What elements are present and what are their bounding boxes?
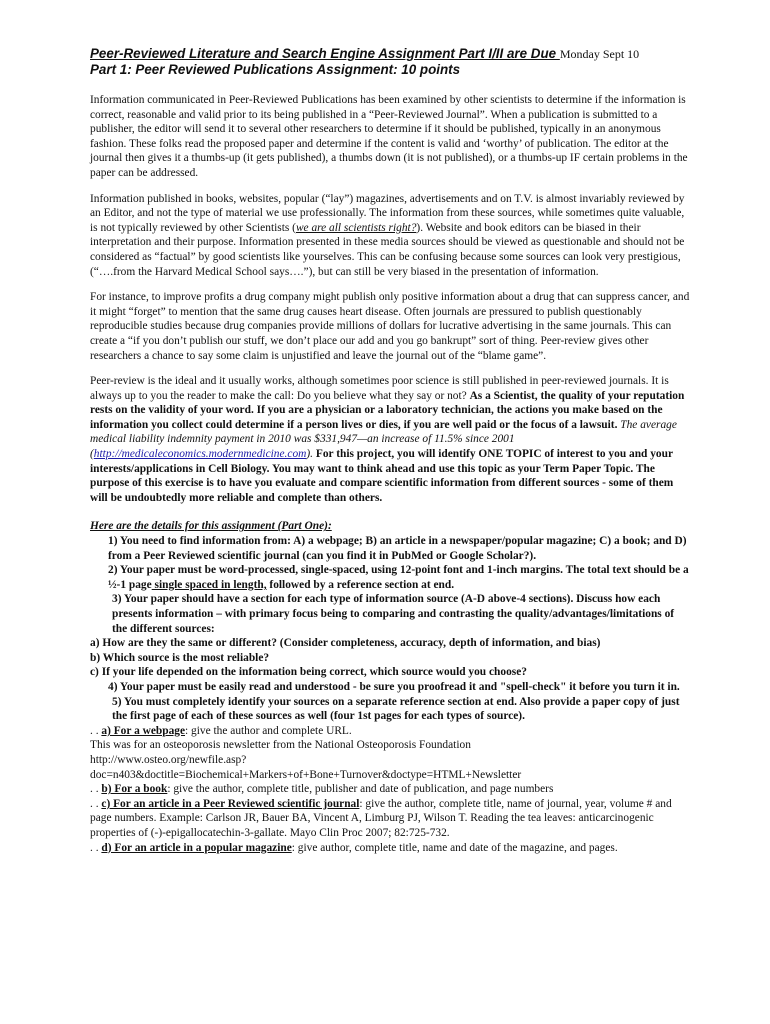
example-url-line-2: doc=n403&doctitle=Biochemical+Markers+of+Bone+Turnover&doctype=HTML+Newsletter — [90, 768, 522, 781]
reference-webpage: . . a) For a webpage: give the author and complete URL. — [90, 724, 352, 737]
assignment-title: Peer-Reviewed Literature and Search Engine Assignment Part I/II are Due — [90, 46, 560, 61]
question-c: c) If your life depended on the information being correct, which source would you choose? — [90, 666, 527, 679]
reference-webpage-label: a) For a webpage — [101, 724, 186, 737]
para4-text: Peer-review is the ideal and it usually works, although sometimes poor science is still published in peer-reviewed journals. It is always up to you the reader to make the call: Do you believe what they say or not? — [90, 375, 669, 402]
details-item-4: 4) Your paper must be easily read and understood - be sure you proofread it and "spell-check" it before you turn it in. — [108, 680, 680, 693]
reference-webpage-example: This was for an osteoporosis newsletter from the National Osteoporosis Foundation http://www.osteo.org/newfile.asp? doc=n403&doctitle=Biochemical+Markers+of+Bone+Turnover&doctype=HTML+Newsletter — [90, 738, 690, 782]
example-url-line-1: http://www.osteo.org/newfile.asp? — [90, 753, 247, 766]
details-heading: Here are the details for this assignment (Part One): — [90, 520, 332, 533]
reference-book: . . b) For a book: give the author, complete title, publisher and date of publication, and page numbers — [90, 783, 554, 796]
details-item-2: 2) Your paper must be word-processed, single-spaced, using 12-point font and 1-inch margins. The total text should be a ½-1 page single spaced in length, followed by a reference section at end. — [108, 564, 689, 591]
paragraph-peer-review-definition: Information communicated in Peer-Reviewed Publications has been examined by other scientists to determine if the information is correct, reasonable and valid prior to its being published in a “Peer-Reviewed Journal”. When a publication is submitted to a publisher, the editor will send it to several other researchers to determine if it should be published, typically in an anonymous fashion. These folks read the proposed paper and determine if the content is valid and ‘worthy’ of publication. The editor at the journal then gives it a thumbs-up (it gets published), a thumbs down (it is not published), or a thumbs-up IF certain problems in the paper can be addressed. — [90, 94, 688, 179]
part-subtitle: Part 1: Peer Reviewed Publications Assignment: 10 points — [90, 62, 461, 77]
reference-peer-reviewed: . . c) For an article in a Peer Reviewed scientific journal: give the author, complete title, name of journal, year, volume # and page numbers. Example: Carlson JR, Bauer BA, Vincent A, Limburg PJ, Wilson T. Reading the tea leaves: anticarcinogenic properties of (-)-epigallocatechin-3-gallate. Mayo Clin Proc 2007; 82:725-732. — [90, 797, 672, 839]
para2-text-b: ). Website and book editors can be biased in their interpretation and their purpose. Information presented in these media sources should be viewed as questionable and should not be considered as “factual” by good scientists like yourselves. This can be confusing because some sources can look very prestigious, (“….from the Harvard Medical School says….”), but can still be very biased in the presentation of information. — [90, 221, 685, 278]
question-b: b) Which source is the most reliable? — [90, 651, 270, 664]
details-item-2-underlined: single spaced in length, — [151, 578, 267, 591]
para4-italic-close: ). — [306, 448, 314, 461]
para4-italic-stat: The average medical liability indemnity payment in 2010 was $331,947—an increase of 11.5% since 2001 ( — [90, 418, 677, 461]
para4-bold-project: For this project, you will identify ONE TOPIC of interest to you and your interests/applications in Cell Biology. You may want to think ahead and use this topic as your Term Paper Topic. The purpose of this exercise is to have you evaluate and compare scientific information from different sources - some of them will be undoubtedly more reliable and complete than others. — [90, 448, 674, 504]
reference-popular-magazine: . . d) For an article in a popular magazine: give author, complete title, name and date of the magazine, and pages. — [90, 841, 618, 854]
para4-bold-reputation: As a Scientist, the quality of your reputation rests on the validity of your word. If you are a physician or a laboratory technician, the actions you make based on the information you collect could determine if a person lives or dies, if you are well paid or the focus of a lawsuit. — [90, 389, 685, 431]
assignment-details — [90, 519, 690, 855]
para2-emphasis: we are all scientists right? — [295, 221, 417, 234]
due-date: Monday Sept 10 — [559, 47, 640, 61]
reference-popular-label: d) For an article in a popular magazine — [101, 841, 292, 854]
reference-book-label: b) For a book — [101, 783, 168, 796]
details-item-5: 5) You must completely identify your sources on a separate reference section at end. Also provide a paper copy of just the first page of each of these sources as well (four 1st pages for each types of source). — [112, 695, 680, 723]
details-item-1: 1) You need to find information from: A) a webpage; B) an article in a newspaper/popular magazine; C) a book; and D) from a Peer Reviewed scientific journal (can you find it in PubMed or Google Scholar?). — [108, 535, 687, 562]
paragraph-non-reviewed-sources — [90, 192, 690, 280]
reference-peer-label: c) For an article in a Peer Reviewed scientific journal — [101, 797, 360, 810]
details-item-3: 3) Your paper should have a section for each type of information source (A-D above-4 sections). Discuss how each presents information – with primary focus being to comparing and contrasting the quality/advantages/limitations of the different sources: — [112, 593, 675, 635]
paragraph-project-description — [90, 374, 690, 505]
assignment-header — [90, 46, 690, 78]
document-page — [90, 46, 690, 855]
medical-economics-link[interactable]: http://medicaleconomics.modernmedicine.com — [93, 448, 307, 461]
para2-text-a: Information published in books, websites, popular (“lay”) magazines, advertisements and on T.V. is almost invariably reviewed by an Editor, and not the type of material we use professionally. The information from these sources, while sometimes quite valuable, is not typically reviewed by other Scientists ( — [90, 192, 685, 234]
question-a: a) How are they the same or different? (Consider completeness, accuracy, depth of information, and bias) — [90, 637, 601, 650]
paragraph-drug-company-example: For instance, to improve profits a drug company might publish only positive information about a drug that can suppress cancer, and it might “forget” to mention that the same drug causes heart disease. Often journals are pressured to publish questionably reproducible studies because drug companies provide millions of dollars for lucrative advertising in the same journals. This can create a “if you don’t publish our stuff, we don’t place our add and you go bankrupt” sort of thing. Peer-review gives other researchers a chance to say some claim is unjustified and leave the journal out of the “blame game”. — [90, 291, 690, 362]
